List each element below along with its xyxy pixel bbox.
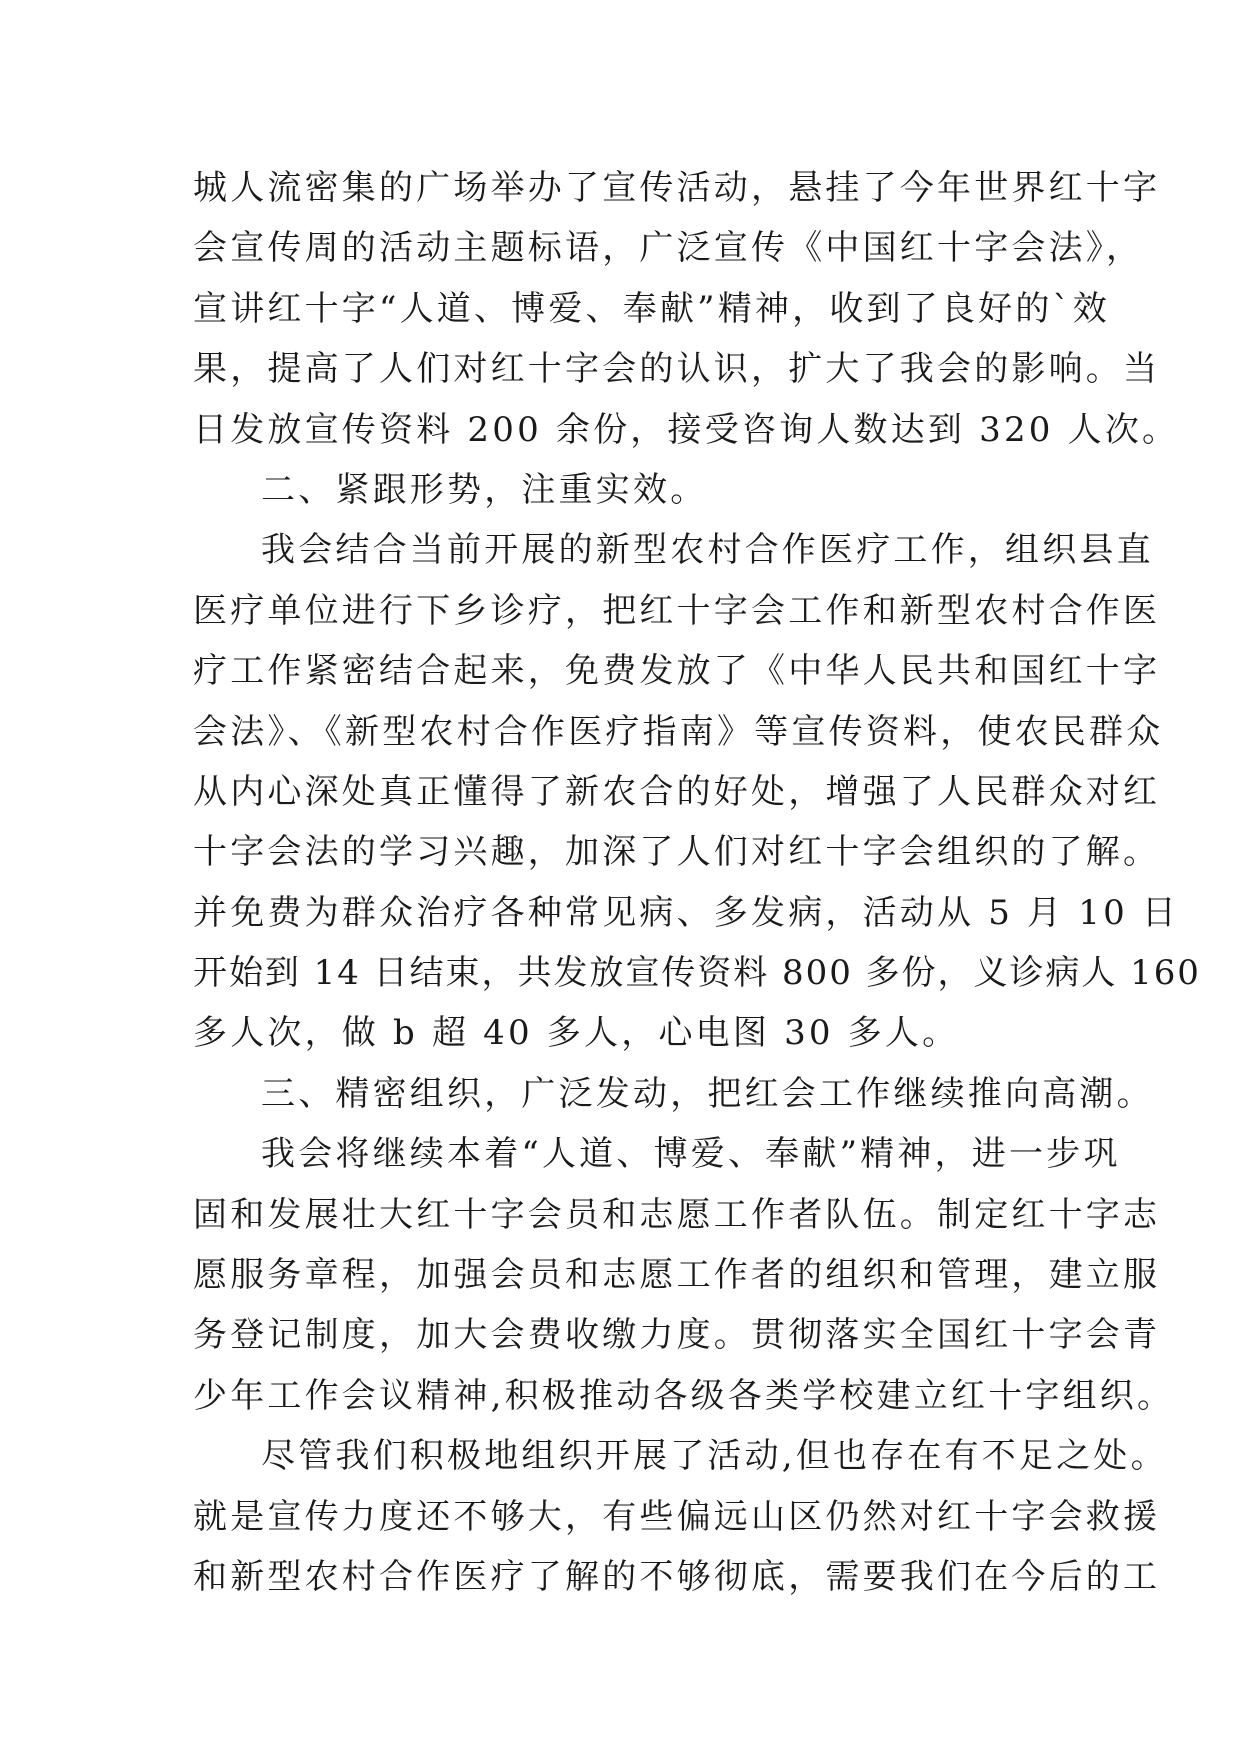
text-line: 医疗单位进行下乡诊疗，把红十字会工作和新型农村合作医 bbox=[193, 590, 1161, 631]
text-line: 固和发展壮大红十字会员和志愿工作者队伍。制定红十字志 bbox=[193, 1194, 1161, 1235]
text-line: 多人次，做 b 超 40 多人，心电图 30 多人。 bbox=[193, 1013, 960, 1054]
text-line: 开始到 14 日结束，共发放宣传资料 800 多份，义诊病人 160 bbox=[193, 953, 1201, 994]
paragraph-first-line: 我会结合当前开展的新型农村合作医疗工作，组织县直 bbox=[261, 530, 1154, 571]
text-line: 就是宣传力度还不够大，有些偏远山区仍然对红十字会救援 bbox=[193, 1496, 1161, 1537]
text-line: 城人流密集的广场举办了宣传活动，悬挂了今年世界红十字 bbox=[193, 168, 1161, 208]
text-line: 会法》、《新型农村合作医疗指南》等宣传资料，使农民群众 bbox=[193, 711, 1164, 752]
text-line: 愿服务章程，加强会员和志愿工作者的组织和管理，建立服 bbox=[193, 1255, 1161, 1296]
text-line: 日发放宣传资料 200 余份，接受咨询人数达到 320 人次。 bbox=[193, 409, 1180, 450]
text-line: 疗工作紧密结合起来，免费发放了《中华人民共和国红十字 bbox=[193, 651, 1161, 692]
body-text bbox=[193, 158, 1201, 1607]
text-line: 十字会法的学习兴趣，加深了人们对红十字会组织的了解。 bbox=[193, 832, 1161, 873]
text-line: 和新型农村合作医疗了解的不够彻底，需要我们在今后的工 bbox=[193, 1556, 1161, 1597]
text-line: 务登记制度，加大会费收缴力度。贯彻落实全国红十字会青 bbox=[193, 1315, 1161, 1356]
paragraph-first-line: 二、紧跟形势，注重实效。 bbox=[261, 469, 708, 510]
paragraph-first-line: 尽管我们积极地组织开展了活动,但也存在有不足之处。 bbox=[261, 1436, 1168, 1477]
paragraph-first-line: 我会将继续本着“人道、博爱、奉献”精神，进一步巩 bbox=[261, 1134, 1121, 1175]
paragraph-first-line: 三、精密组织，广泛发动，把红会工作继续推向高潮。 bbox=[261, 1073, 1154, 1114]
text-line: 宣讲红十字“人道、博爱、奉献”精神，收到了良好的`效 bbox=[193, 288, 1110, 329]
text-line: 会宣传周的活动主题标语，广泛宣传《中国红十字会法》， bbox=[193, 228, 1144, 269]
text-line: 并免费为群众治疗各种常见病、多发病，活动从 5 月 10 日 bbox=[193, 892, 1180, 933]
text-line: 果，提高了人们对红十字会的认识，扩大了我会的影响。当 bbox=[193, 349, 1161, 390]
text-line: 少年工作会议精神,积极推动各级各类学校建立红十字组织。 bbox=[193, 1375, 1175, 1416]
text-line: 从内心深处真正懂得了新农合的好处，增强了人民群众对红 bbox=[193, 771, 1161, 812]
